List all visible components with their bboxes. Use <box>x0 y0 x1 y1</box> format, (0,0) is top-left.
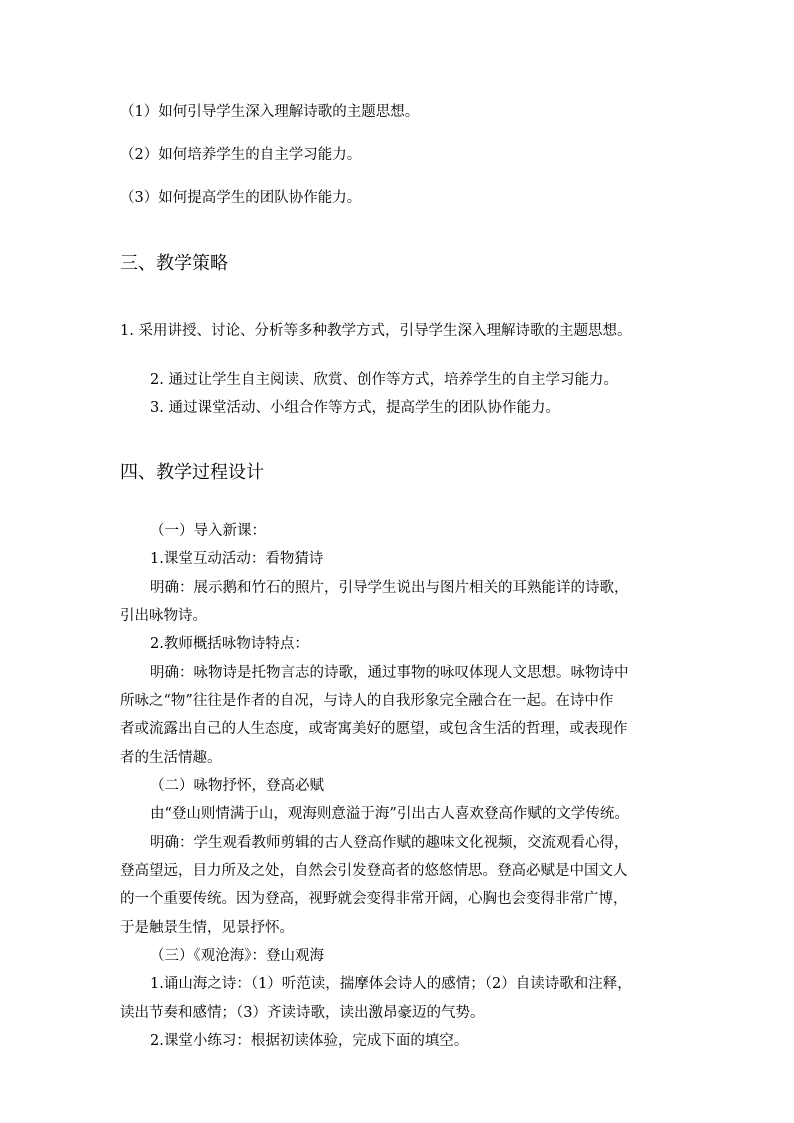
paragraph-line: 者的生活情趣。 <box>120 750 222 766</box>
exercise-title: 2.课堂小练习：根据初读体验，完成下面的填空。 <box>150 1033 469 1049</box>
activity-2-title: 2.教师概括咏物诗特点： <box>150 636 309 652</box>
paragraph-line: 者或流露出自己的人生态度，或寄寓美好的愿望，或包含生活的哲理，或表现作 <box>120 721 628 737</box>
section-3-heading: 三、教学策略 <box>120 253 228 274</box>
subsection-3-title: （三）《观沧海》：登山观海 <box>150 948 324 964</box>
paragraph-line: 读出节奏和感情；（3）齐读诗歌，读出激昂豪迈的气势。 <box>120 1005 485 1021</box>
section-4-heading: 四、教学过程设计 <box>120 462 264 483</box>
subsection-2-title: （二）咏物抒怀，登高必赋 <box>150 778 324 794</box>
activity-1-title: 1.课堂互动活动：看物猜诗 <box>150 551 324 567</box>
paragraph-line: 1.诵山海之诗：（1）听范读，揣摩体会诗人的感情；（2）自读诗歌和注释， <box>150 976 632 992</box>
paragraph-line: 登高望远，目力所及之处，自然会引发登高者的悠悠情思。登高必赋是中国文人 <box>120 863 628 879</box>
strategy-item-1: 1. 采用讲授、讨论、分析等多种教学方式，引导学生深入理解诗歌的主题思想。 <box>120 323 632 339</box>
problem-1: （1）如何引导学生深入理解诗歌的主题思想。 <box>120 104 420 120</box>
problem-3: （3）如何提高学生的团队协作能力。 <box>120 190 362 206</box>
paragraph-line: 明确：学生观看教师剪辑的古人登高作赋的趣味文化视频，交流观看心得， <box>150 835 629 851</box>
paragraph-line: 明确：咏物诗是托物言志的诗歌，通过事物的咏叹体现人文思想。咏物诗中 <box>150 665 629 681</box>
paragraph-line: 所咏之“物”往往是作者的自况，与诗人的自我形象完全融合在一起。在诗中作 <box>120 693 614 709</box>
paragraph-line: 明确：展示鹅和竹石的照片，引导学生说出与图片相关的耳熟能详的诗歌， <box>150 580 629 596</box>
paragraph-line: 引出咏物诗。 <box>120 608 207 624</box>
paragraph-line: 由“登山则情满于山，观海则意溢于海”引出古人喜欢登高作赋的文学传统。 <box>150 806 629 822</box>
strategy-item-3: 3. 通过课堂活动、小组合作等方式，提高学生的团队协作能力。 <box>150 400 560 416</box>
paragraph-line: 于是触景生情，见景抒怀。 <box>120 920 294 936</box>
subsection-1-title: （一）导入新课： <box>150 523 266 539</box>
problem-2: （2）如何培养学生的自主学习能力。 <box>120 147 362 163</box>
paragraph-line: 的一个重要传统。因为登高，视野就会变得非常开阔，心胸也会变得非常广博， <box>120 891 628 907</box>
strategy-item-2: 2. 通过让学生自主阅读、欣赏、创作等方式，培养学生的自主学习能力。 <box>150 372 618 388</box>
